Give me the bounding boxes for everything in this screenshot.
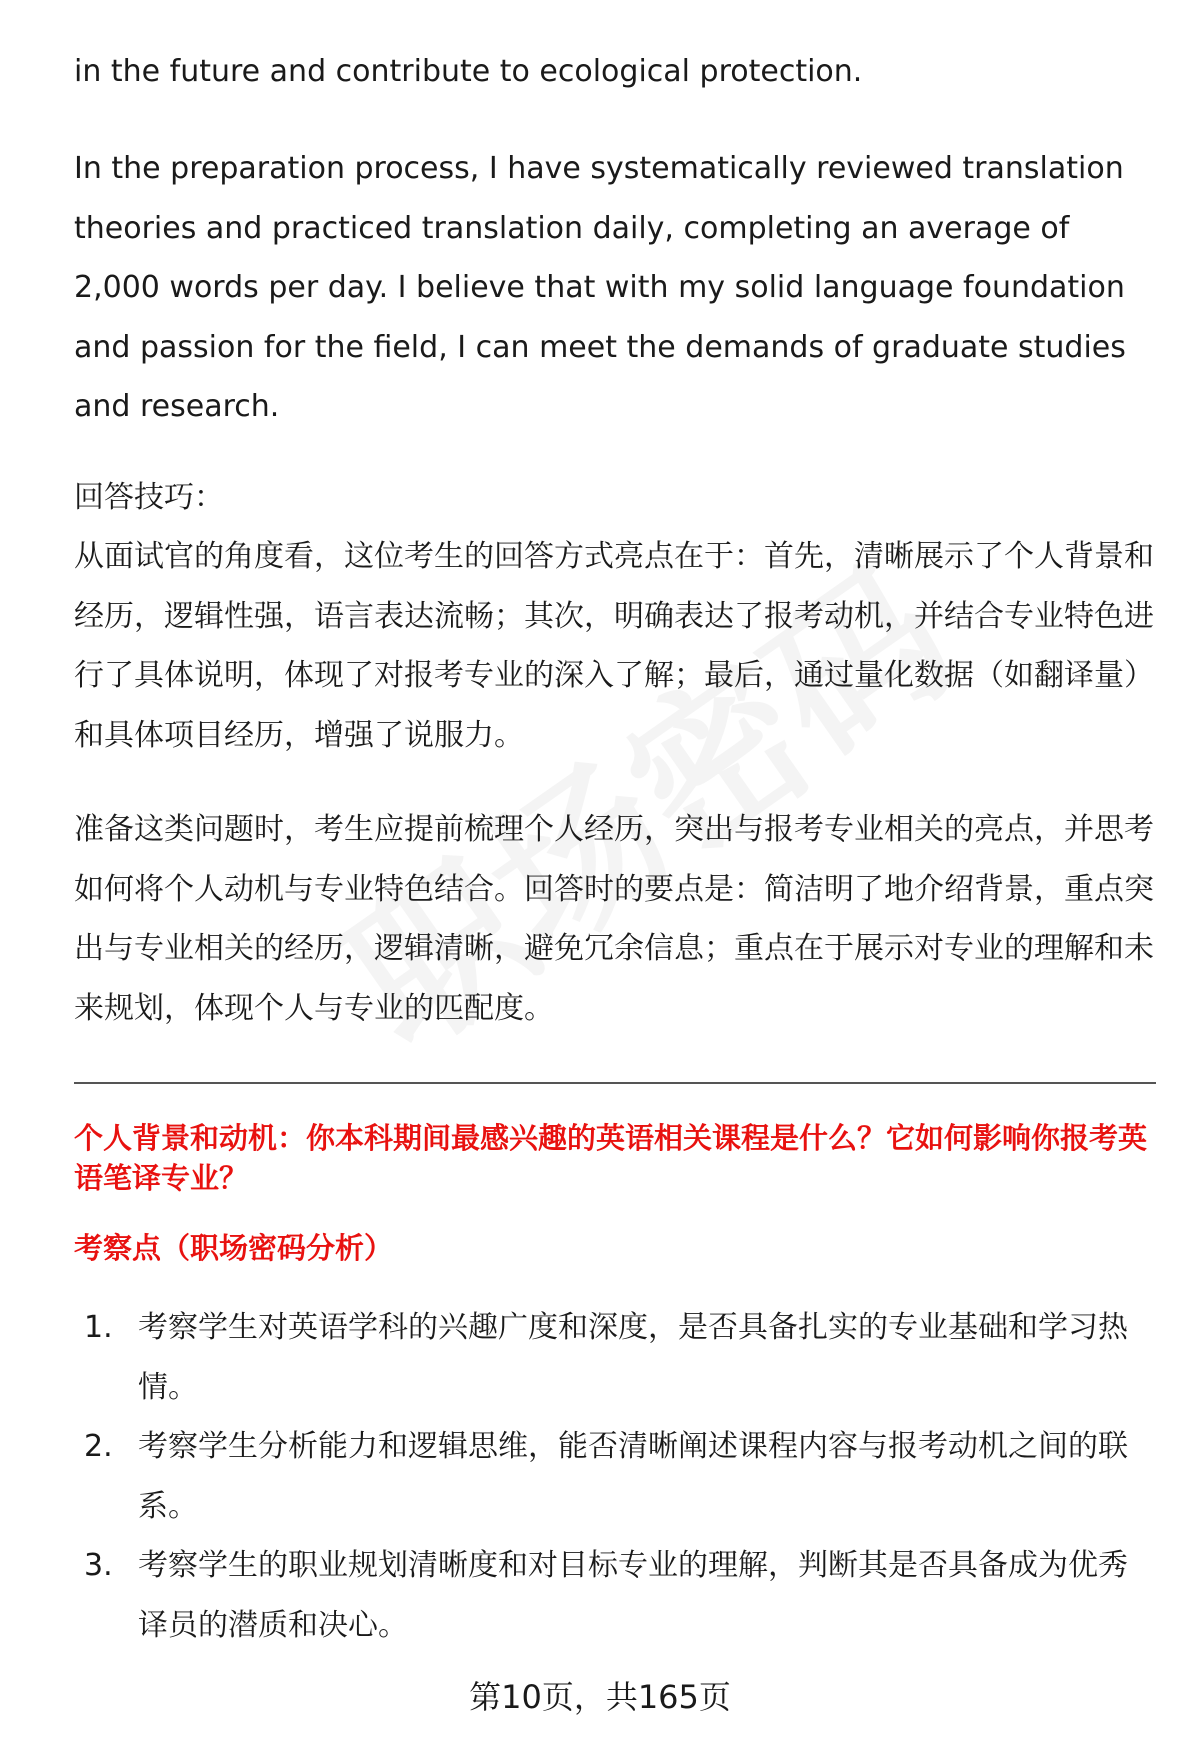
page-number: 第10页，共165页	[469, 1678, 731, 1716]
paragraph-continuation: in the future and contribute to ecological protection.	[74, 54, 863, 89]
paragraph-preparation: In the preparation process, I have systematically reviewed translation theories and practiced translation daily, completing an average of 2,000 words per day. I believe that with my solid language foundation and passion for the field, I can meet the demands of graduate studies and research.	[74, 151, 1126, 424]
assessment-subheading: 考察点（职场密码分析）	[74, 1231, 394, 1265]
list-text: 考察学生的职业规划清晰度和对目标专业的理解，判断其是否具备成为优秀译员的潜质和决心。	[138, 1548, 1128, 1643]
section-divider	[74, 1082, 1156, 1084]
assessment-points-list	[74, 1298, 1154, 1655]
paragraph-tips: 从面试官的角度看，这位考生的回答方式亮点在于：首先，清晰展示了个人背景和经历，逻辑性强，语言表达流畅；其次，明确表达了报考动机，并结合专业特色进行了具体说明，体现了对报考专业的深入了解；最后，通过量化数据（如翻译量）和具体项目经历，增强了说服力。	[74, 539, 1154, 753]
list-number: 1.	[84, 1310, 113, 1345]
list-item	[74, 1417, 1154, 1536]
tips-label: 回答技巧：	[74, 480, 224, 515]
question-title: 个人背景和动机：你本科期间最感兴趣的英语相关课程是什么？它如何影响你报考英语笔译专业？	[74, 1121, 1148, 1195]
list-text: 考察学生对英语学科的兴趣广度和深度，是否具备扎实的专业基础和学习热情。	[138, 1310, 1128, 1405]
list-item	[74, 1298, 1154, 1417]
list-item	[74, 1536, 1154, 1655]
list-number: 3.	[84, 1548, 113, 1583]
list-number: 2.	[84, 1429, 113, 1464]
paragraph-preparation-advice: 准备这类问题时，考生应提前梳理个人经历，突出与报考专业相关的亮点，并思考如何将个人动机与专业特色结合。回答时的要点是：简洁明了地介绍背景，重点突出与专业相关的经历，逻辑清晰，避免冗余信息；重点在于展示对专业的理解和未来规划，体现个人与专业的匹配度。	[74, 812, 1154, 1026]
list-text: 考察学生分析能力和逻辑思维，能否清晰阐述课程内容与报考动机之间的联系。	[138, 1429, 1128, 1524]
